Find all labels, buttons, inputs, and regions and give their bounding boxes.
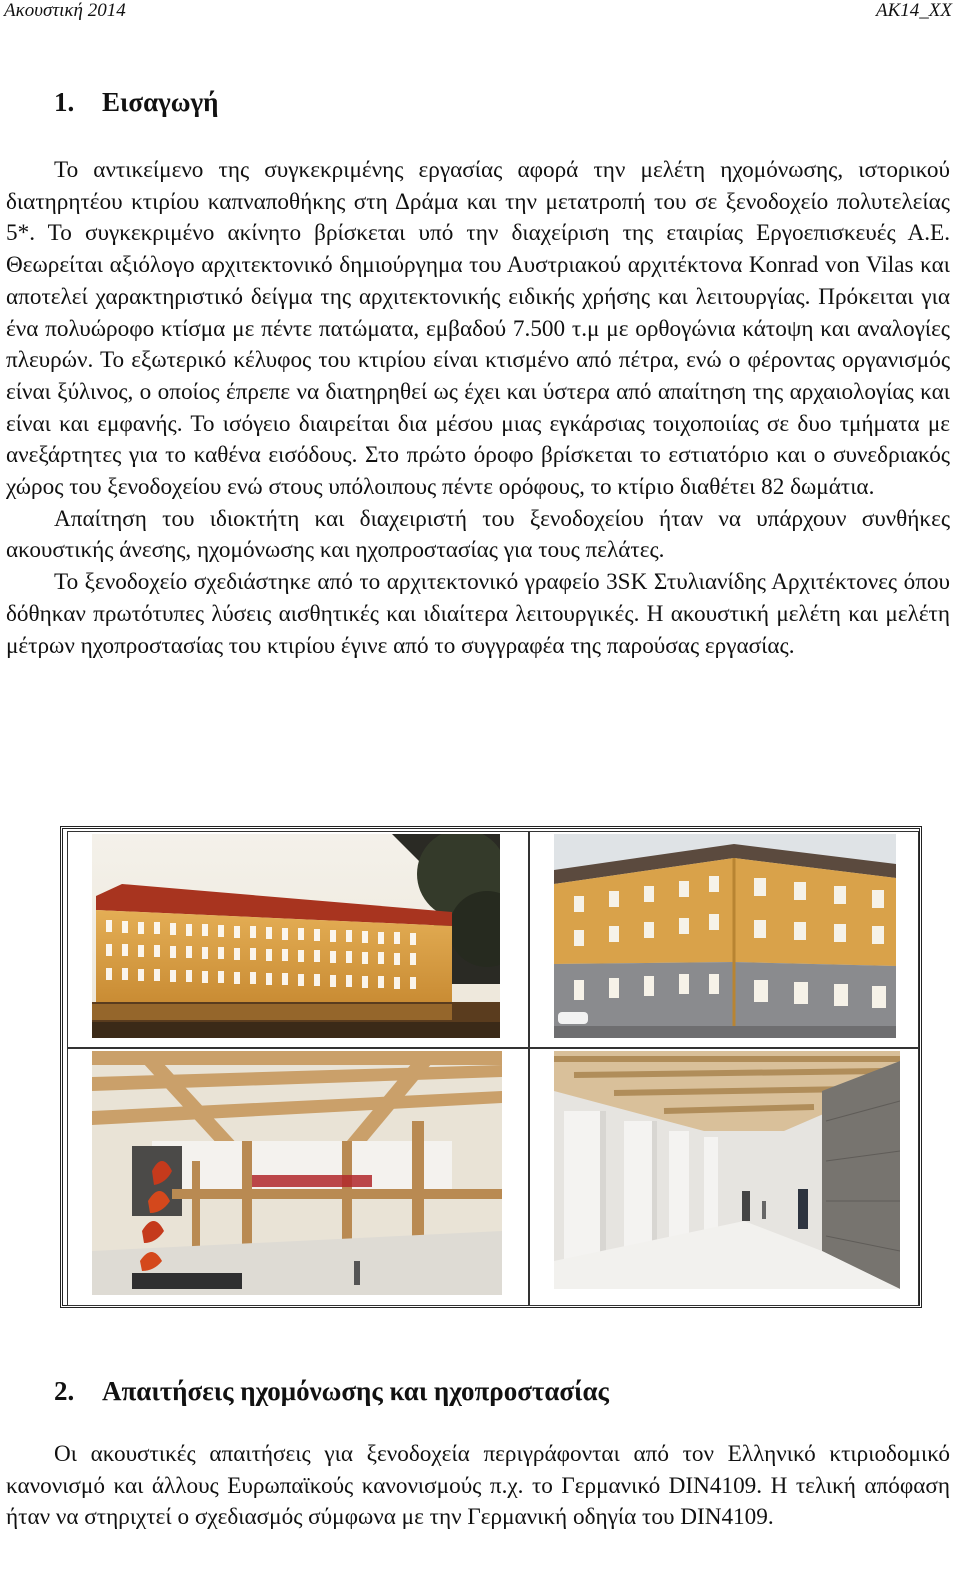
running-header-left: Ακουστική 2014 [4, 0, 126, 21]
section-1-title: Εισαγωγή [102, 87, 219, 117]
section-1-number: 1. [54, 87, 75, 117]
photo-cell [67, 831, 529, 1048]
timber-atrium-photo [92, 1051, 502, 1295]
section-2-number: 2. [54, 1376, 75, 1406]
section-2-paragraph: Οι ακουστικές απαιτήσεις για ξενοδοχεία περιγράφονται από τον Ελληνικό κτιριοδομικό κανονισμό και άλλους Ευρωπαϊκούς κανονισμούς π.χ. το Γερμανικό DIN4109. Η τελική απόφαση ήταν να στηριχτεί ο σχεδιασμός σύμφωνα με την Γερμανική οδηγία του DIN4109. [6, 1441, 950, 1531]
corridor-interior-photo [554, 1051, 900, 1289]
section-2-heading [54, 1375, 609, 1407]
section-1-paragraph: Απαίτηση του ιδιοκτήτη και διαχειριστή του ξενοδοχείου ήταν να υπάρχουν συνθήκες ακουστικής άνεσης, ηχομόνωσης και ηχοπροστασίας για τους πελάτες. [6, 505, 950, 564]
section-1-heading [54, 86, 218, 118]
section-2-title: Απαιτήσεις ηχομόνωσης και ηχοπροστασίας [102, 1376, 609, 1406]
hotel-corner-photo [554, 834, 896, 1038]
running-header-right: AK14_XX [876, 0, 952, 21]
photo-cell [529, 831, 919, 1048]
section-1-paragraph: Το ξενοδοχείο σχεδιάστηκε από το αρχιτεκτονικό γραφείο 3SK Στυλιανίδης Αρχιτέκτονες όπου δόθηκαν πρωτότυπες λύσεις αισθητικές και ιδιαίτερα λειτουργικές. Η ακουστική μελέτη και μελέτη μέτρων ηχοπροστασίας του κτιρίου έγινε από το συγγραφέα της παρούσας εργασίας. [6, 569, 950, 659]
photo-grid [60, 826, 922, 1308]
section-1-paragraph: Το αντικείμενο της συγκεκριμένης εργασίας αφορά την μελέτη ηχομόνωσης, ιστορικού διατηρητέου κτιρίου καπναποθήκης στη Δράμα και την μετατροπή του σε ξενοδοχείο πολυτελείας 5*. Το συγκεκριμένο ακίνητο βρίσκεται υπό την διαχείριση της εταιρίας Εργοεπισκευές Α.Ε. Θεωρείται αξιόλογο αρχιτεκτονικό δημιούργημα του Αυστριακού αρχιτέκτονα Konrad von Vilas και αποτελεί χαρακτηριστικό δείγμα της αρχιτεκτονικής ειδικής χρήσης και λειτουργίας. Πρόκειται για ένα πολυώροφο κτίσμα με πέντε πατώματα, εμβαδού 7.500 τ.μ με ορθογώνια κάτοψη και αναλογίες πλευρών. Το εξωτερικό κέλυφος του κτιρίου είναι κτισμένο από πέτρα, ενώ ο φέροντας οργανισμός είναι ξύλινος, ο οποίος έπρεπε να διατηρηθεί ως έχει και ύστερα από απαίτηση της αρχαιολογίας και είναι και εμφανής. Το ισόγειο διαιρείται δια μέσου μιας εγκάρσιας τοιχοποιίας σε δυο τμήματα με ανεξάρτητες για το καθένα εισόδους. Στο πρώτο όροφο βρίσκεται το εστιατόριο και ο συνεδριακός χώρος του ξενοδοχείου ενώ στους υπόλοιπους πέντε ορόφους, το κτίριο διαθέτει 82 δωμάτια. [6, 157, 950, 501]
section-1-body [6, 155, 950, 662]
photo-cell [67, 1048, 529, 1306]
photo-cell [529, 1048, 919, 1306]
hotel-exterior-photo [92, 834, 500, 1038]
section-2-body [6, 1439, 950, 1534]
